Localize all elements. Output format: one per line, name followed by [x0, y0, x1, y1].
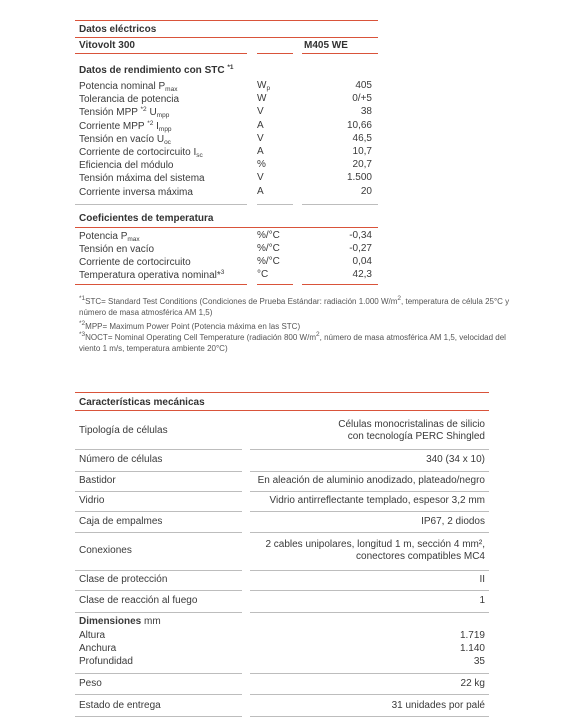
stc-end-rule-b — [257, 204, 293, 205]
mech-row-value: conectores compatibles MC4 — [356, 551, 485, 562]
product-rule-b — [257, 53, 293, 54]
dimensions-title: Dimensiones mm — [79, 616, 161, 627]
temp-row-label: Corriente de cortocircuito — [79, 257, 191, 268]
stc-row-value: 405 — [355, 80, 372, 91]
stc-row-value: 0/+5 — [352, 93, 372, 105]
mech-row-label: Bastidor — [79, 475, 116, 486]
temp-row-unit: %/°C — [257, 230, 280, 241]
dimension-value: 1.140 — [459, 643, 485, 654]
stc-row-label: Tensión MPP $^{*2}$ $U_{mpp}$ — [79, 106, 170, 120]
stc-row-unit: % — [257, 159, 266, 171]
dimension-label: Anchura — [79, 643, 117, 654]
temperature-title: Coeficientes de temperatura — [79, 213, 214, 224]
stc-row-unit: V — [257, 132, 264, 144]
stc-row-unit: A — [257, 185, 264, 197]
delivery-label: Estado de entrega — [79, 700, 161, 711]
temp-title-rule — [75, 227, 378, 228]
mech-row-label: Clase de protección — [79, 574, 168, 585]
stc-row-unit: A — [257, 119, 264, 131]
dimension-label: Profundidad — [79, 656, 133, 667]
stc-row-value: 38 — [360, 106, 372, 118]
product-rule-a — [75, 53, 247, 54]
temp-row-value: 0,04 — [352, 256, 372, 267]
stc-row-value: 20 — [360, 185, 372, 197]
weight-value: 22 kg — [460, 678, 485, 689]
mech-row-value: 1 — [479, 595, 485, 606]
mech-row-label: Conexiones — [79, 545, 132, 556]
mech-row-value: con tecnología PERC Shingled — [347, 430, 485, 442]
stc-row-unit: V — [257, 106, 264, 118]
header-mid-rule — [75, 37, 378, 38]
temp-row-value: -0,34 — [349, 230, 372, 241]
product-name: Vitovolt 300 — [79, 40, 135, 51]
mech-row-value: IP67, 2 diodos — [421, 515, 485, 527]
stc-row-label: Eficiencia del módulo — [79, 160, 174, 172]
stc-row-value: 20,7 — [352, 159, 372, 171]
dimension-value: 35 — [473, 656, 485, 667]
stc-end-rule-c — [302, 204, 378, 205]
temp-row-unit: %/°C — [257, 243, 280, 254]
stc-end-rule-a — [75, 204, 247, 205]
temp-row-label: Tensión en vacío — [79, 244, 155, 255]
stc-row-value: 46,5 — [352, 132, 372, 144]
stc-title: Datos de rendimiento con STC $^{*1}$ — [79, 64, 234, 76]
stc-row-unit: $W_p$ — [257, 80, 271, 92]
stc-row-label: Tensión en vacío $U_{oc}$ — [79, 133, 171, 146]
mech-row-value: 2 cables unipolares, longitud 1 m, sección 4 mm², — [265, 539, 485, 550]
temp-row-unit: °C — [257, 269, 269, 280]
model-name: M405 WE — [304, 40, 348, 51]
stc-row-label: Corriente MPP $^{*2}$ $I_{mpp}$ — [79, 119, 172, 133]
stc-row-unit: V — [257, 172, 264, 184]
weight-label: Peso — [79, 678, 102, 689]
dimension-value: 1.719 — [459, 630, 485, 641]
mech-row-value: Vidrio antirreflectante templado, espesor 3,2 mm — [269, 495, 485, 506]
electrical-section-title: Datos eléctricos — [79, 24, 157, 35]
mech-row-label: Tipología de células — [79, 424, 168, 436]
mechanical-section-title: Características mecánicas — [79, 397, 205, 408]
temp-row-unit: %/°C — [257, 256, 280, 267]
temp-row-value: -0,27 — [349, 243, 372, 254]
delivery-value: 31 unidades por palé — [391, 700, 485, 711]
stc-row-value: 10,7 — [352, 146, 372, 157]
stc-row-label: Tensión máxima del sistema — [79, 173, 205, 185]
mech-row-value: II — [479, 574, 485, 585]
stc-row-value: 10,66 — [346, 119, 372, 131]
temp-row-label: Temperatura operativa nominal*$^3$ — [79, 269, 225, 281]
temp-end-rule-b — [257, 284, 293, 285]
stc-row-label: Potencia nominal $P_{max}$ — [79, 81, 178, 93]
stc-row-label: Corriente de cortocircuito $I_{sc}$ — [79, 147, 203, 159]
footnote: $^{*2}$MPP= Maximum Power Point (Potencia máxima en las STC) — [79, 320, 301, 331]
mech-row-value: En aleación de aluminio anodizado, plateado/negro — [257, 475, 485, 486]
mech-row-label: Clase de reacción al fuego — [79, 595, 198, 606]
mech-row-label: Vidrio — [79, 495, 105, 506]
temp-row-value: 42,3 — [352, 269, 372, 280]
mech-row-label: Caja de empalmes — [79, 515, 163, 527]
footnote: $^{*3}$NOCT= Nominal Operating Cell Temperature (radiación 800 $W/m^2$, número de masa atmosférica AM 1,5, velocidad del viento 1 m/s, temperatura ambiente 20°C) — [79, 331, 506, 353]
temp-end-rule-c — [302, 284, 378, 285]
mech-row-value: 340 (34 x 10) — [426, 454, 485, 465]
stc-row-unit: W — [257, 93, 267, 105]
stc-row-unit: A — [257, 146, 264, 157]
footnote: $^{*1}$STC= Standard Test Conditions (Condiciones de Prueba Estándar: radiación 1.000 $W/m^2$, temperatura de célula 25°C y número de masa atmosférica AM 1,5) — [79, 295, 510, 317]
header-top-rule — [75, 20, 378, 21]
mech-top-rule — [75, 392, 489, 393]
stc-row-label: Tolerancia de potencia — [79, 94, 180, 106]
stc-row-label: Corriente inversa máxima — [79, 186, 193, 198]
product-rule-c — [302, 53, 378, 54]
mech-row-value: Células monocristalinas de silicio — [338, 418, 485, 430]
dimension-label: Altura — [79, 630, 106, 641]
mech-row-label: Número de células — [79, 454, 163, 465]
stc-row-value: 1.500 — [346, 172, 372, 184]
temp-end-rule-a — [75, 284, 247, 285]
temp-row-label: Potencia $P_{max}$ — [79, 231, 140, 243]
mech-title-rule — [75, 410, 489, 411]
